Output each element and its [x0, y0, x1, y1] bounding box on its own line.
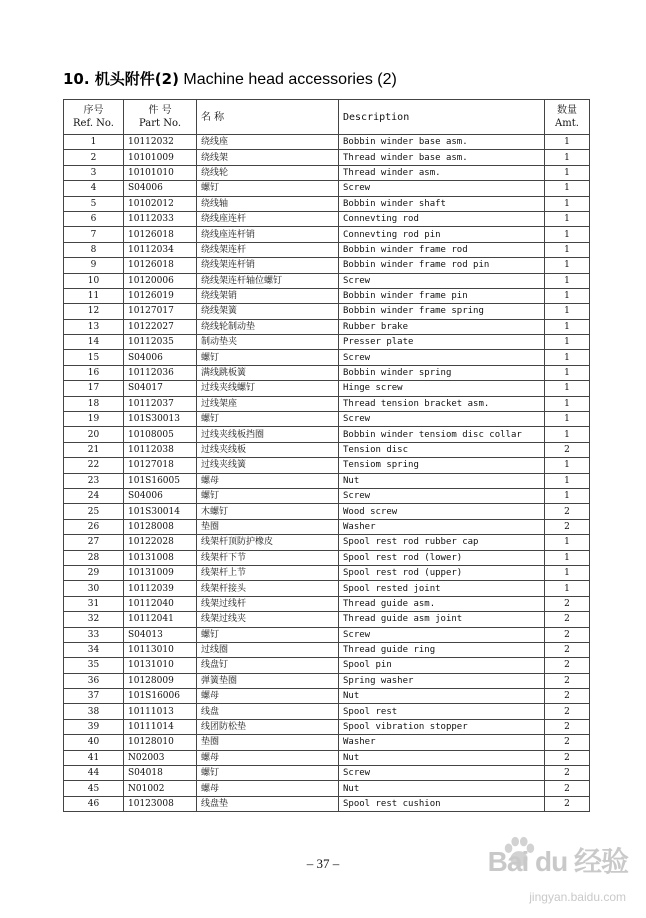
cell-part-no: 10120006 [124, 273, 197, 288]
cell-amount: 1 [545, 319, 590, 334]
cell-description: Bobbin winder base asm. [339, 135, 545, 150]
cell-ref-no: 22 [64, 458, 124, 473]
cell-name: 满线跳板簧 [197, 365, 339, 380]
cell-part-no: 10112036 [124, 365, 197, 380]
cell-amount: 2 [545, 642, 590, 657]
title-chinese: 10. 机头附件(2) [63, 70, 179, 88]
cell-ref-no: 17 [64, 381, 124, 396]
table-row [64, 766, 590, 781]
cell-part-no: 10108005 [124, 427, 197, 442]
cell-name: 绕线架销 [197, 288, 339, 303]
watermark-url: jingyan.baidu.com [529, 890, 626, 904]
cell-part-no: 10111013 [124, 704, 197, 719]
cell-name: 绕线架连杆销 [197, 258, 339, 273]
cell-ref-no: 1 [64, 135, 124, 150]
cell-name: 过线圈 [197, 642, 339, 657]
cell-ref-no: 35 [64, 658, 124, 673]
cell-ref-no: 12 [64, 304, 124, 319]
cell-amount: 1 [545, 350, 590, 365]
cell-name: 线团防松垫 [197, 719, 339, 734]
cell-ref-no: 6 [64, 211, 124, 226]
cell-ref-no: 34 [64, 642, 124, 657]
cell-ref-no: 11 [64, 288, 124, 303]
table-row [64, 196, 590, 211]
cell-amount: 1 [545, 242, 590, 257]
table-row [64, 673, 590, 688]
table-row [64, 704, 590, 719]
cell-description: Screw [339, 627, 545, 642]
cell-part-no: 10131009 [124, 565, 197, 580]
cell-description: Screw [339, 181, 545, 196]
cell-part-no: 10128010 [124, 735, 197, 750]
cell-name: 绕线座连杆销 [197, 227, 339, 242]
cell-part-no: 10128008 [124, 519, 197, 534]
cell-ref-no: 7 [64, 227, 124, 242]
cell-name: 线盘钉 [197, 658, 339, 673]
cell-description: Thread guide ring [339, 642, 545, 657]
cell-description: Spool rested joint [339, 581, 545, 596]
cell-ref-no: 38 [64, 704, 124, 719]
cell-part-no: 10112037 [124, 396, 197, 411]
cell-part-no: 10123008 [124, 796, 197, 811]
cell-amount: 1 [545, 381, 590, 396]
table-row [64, 427, 590, 442]
cell-description: Wood screw [339, 504, 545, 519]
table-row [64, 581, 590, 596]
cell-amount: 1 [545, 304, 590, 319]
cell-amount: 2 [545, 689, 590, 704]
cell-amount: 2 [545, 796, 590, 811]
cell-part-no: 10126018 [124, 258, 197, 273]
cell-ref-no: 45 [64, 781, 124, 796]
cell-description: Bobbin winder frame rod [339, 242, 545, 257]
cell-amount: 1 [545, 581, 590, 596]
table-row [64, 442, 590, 457]
table-row [64, 227, 590, 242]
cell-name: 绕线轴 [197, 196, 339, 211]
cell-description: Spool rest rod (upper) [339, 565, 545, 580]
cell-part-no: 10122027 [124, 319, 197, 334]
cell-ref-no: 28 [64, 550, 124, 565]
cell-description: Bobbin winder frame pin [339, 288, 545, 303]
cell-name: 绕线座连杆 [197, 211, 339, 226]
cell-description: Screw [339, 766, 545, 781]
cell-part-no: 10102012 [124, 196, 197, 211]
table-row [64, 412, 590, 427]
cell-ref-no: 19 [64, 412, 124, 427]
cell-part-no: 10126019 [124, 288, 197, 303]
cell-description: Washer [339, 519, 545, 534]
cell-part-no: 10112034 [124, 242, 197, 257]
page-title [63, 68, 397, 89]
table-row [64, 473, 590, 488]
cell-part-no: 101S16006 [124, 689, 197, 704]
cell-ref-no: 4 [64, 181, 124, 196]
cell-part-no: 10112033 [124, 211, 197, 226]
cell-amount: 1 [545, 365, 590, 380]
cell-name: 过线夹线螺钉 [197, 381, 339, 396]
cell-ref-no: 40 [64, 735, 124, 750]
cell-ref-no: 25 [64, 504, 124, 519]
cell-part-no: 101S30014 [124, 504, 197, 519]
cell-amount: 1 [545, 550, 590, 565]
cell-description: Screw [339, 412, 545, 427]
cell-description: Tension disc [339, 442, 545, 457]
cell-part-no: 10128009 [124, 673, 197, 688]
cell-part-no: S04013 [124, 627, 197, 642]
cell-amount: 1 [545, 288, 590, 303]
table-row [64, 596, 590, 611]
cell-amount: 1 [545, 165, 590, 180]
cell-ref-no: 16 [64, 365, 124, 380]
cell-ref-no: 33 [64, 627, 124, 642]
cell-name: 垫圈 [197, 735, 339, 750]
cell-description: Connevting rod [339, 211, 545, 226]
table-row [64, 304, 590, 319]
cell-ref-no: 2 [64, 150, 124, 165]
cell-amount: 1 [545, 211, 590, 226]
cell-description: Thread tension bracket asm. [339, 396, 545, 411]
cell-name: 过线架座 [197, 396, 339, 411]
cell-ref-no: 20 [64, 427, 124, 442]
cell-name: 螺钉 [197, 181, 339, 196]
cell-amount: 2 [545, 766, 590, 781]
cell-name: 制动垫夹 [197, 335, 339, 350]
table-row [64, 535, 590, 550]
table-row [64, 165, 590, 180]
cell-ref-no: 24 [64, 488, 124, 503]
cell-name: 螺钉 [197, 766, 339, 781]
table-row [64, 627, 590, 642]
cell-amount: 2 [545, 750, 590, 765]
cell-ref-no: 5 [64, 196, 124, 211]
cell-name: 绕线架连杆 [197, 242, 339, 257]
cell-part-no: S04006 [124, 488, 197, 503]
header-name: 名 称 [197, 100, 339, 135]
table-row [64, 658, 590, 673]
table-row [64, 335, 590, 350]
cell-name: 过线夹线板挡圈 [197, 427, 339, 442]
parts-table [63, 99, 590, 812]
cell-description: Thread guide asm. [339, 596, 545, 611]
cell-part-no: 10122028 [124, 535, 197, 550]
cell-description: Nut [339, 781, 545, 796]
cell-ref-no: 41 [64, 750, 124, 765]
cell-amount: 1 [545, 427, 590, 442]
cell-ref-no: 26 [64, 519, 124, 534]
cell-amount: 2 [545, 612, 590, 627]
cell-part-no: 10127017 [124, 304, 197, 319]
cell-amount: 1 [545, 135, 590, 150]
cell-ref-no: 14 [64, 335, 124, 350]
cell-name: 线架过线杆 [197, 596, 339, 611]
cell-ref-no: 23 [64, 473, 124, 488]
cell-part-no: 10101010 [124, 165, 197, 180]
cell-part-no: 10127018 [124, 458, 197, 473]
cell-amount: 1 [545, 565, 590, 580]
cell-description: Bobbin winder frame spring [339, 304, 545, 319]
cell-part-no: 10131010 [124, 658, 197, 673]
table-row [64, 381, 590, 396]
cell-amount: 2 [545, 673, 590, 688]
cell-amount: 2 [545, 504, 590, 519]
table-row [64, 258, 590, 273]
table-row [64, 612, 590, 627]
cell-name: 螺母 [197, 473, 339, 488]
table-body [64, 135, 590, 812]
cell-ref-no: 18 [64, 396, 124, 411]
cell-ref-no: 15 [64, 350, 124, 365]
cell-amount: 1 [545, 196, 590, 211]
cell-part-no: S04017 [124, 381, 197, 396]
cell-amount: 1 [545, 227, 590, 242]
cell-part-no: 10112039 [124, 581, 197, 596]
cell-amount: 2 [545, 658, 590, 673]
cell-name: 线盘 [197, 704, 339, 719]
cell-name: 线架杆顶防护橡皮 [197, 535, 339, 550]
watermark-logo: Bai du 经验 [487, 846, 628, 877]
cell-description: Spool pin [339, 658, 545, 673]
cell-ref-no: 3 [64, 165, 124, 180]
table-row [64, 242, 590, 257]
cell-description: Hinge screw [339, 381, 545, 396]
cell-amount: 1 [545, 181, 590, 196]
cell-amount: 1 [545, 258, 590, 273]
table-row [64, 642, 590, 657]
table-row [64, 519, 590, 534]
table-row [64, 150, 590, 165]
table-row [64, 135, 590, 150]
header-part-no: 件 号 Part No. [124, 100, 197, 135]
cell-name: 线架杆接头 [197, 581, 339, 596]
cell-ref-no: 46 [64, 796, 124, 811]
title-english: Machine head accessories (2) [183, 71, 397, 88]
cell-name: 绕线架连杆轴位螺钉 [197, 273, 339, 288]
cell-amount: 1 [545, 488, 590, 503]
cell-name: 螺母 [197, 689, 339, 704]
cell-amount: 2 [545, 781, 590, 796]
cell-description: Tensiom spring [339, 458, 545, 473]
cell-ref-no: 32 [64, 612, 124, 627]
cell-amount: 1 [545, 458, 590, 473]
cell-name: 绕线架 [197, 150, 339, 165]
cell-ref-no: 27 [64, 535, 124, 550]
cell-part-no: N02003 [124, 750, 197, 765]
table-header-row [64, 100, 590, 135]
cell-description: Bobbin winder frame rod pin [339, 258, 545, 273]
cell-name: 绕线轮制动垫 [197, 319, 339, 334]
cell-part-no: N01002 [124, 781, 197, 796]
table-row [64, 273, 590, 288]
cell-name: 螺钉 [197, 488, 339, 503]
cell-name: 线架过线夹 [197, 612, 339, 627]
cell-ref-no: 31 [64, 596, 124, 611]
cell-amount: 2 [545, 627, 590, 642]
table-row [64, 781, 590, 796]
cell-name: 螺母 [197, 750, 339, 765]
cell-name: 螺母 [197, 781, 339, 796]
cell-name: 垫圈 [197, 519, 339, 534]
cell-name: 绕线轮 [197, 165, 339, 180]
cell-part-no: 10112035 [124, 335, 197, 350]
cell-description: Nut [339, 473, 545, 488]
cell-description: Spool rest [339, 704, 545, 719]
cell-part-no: 10112041 [124, 612, 197, 627]
cell-amount: 1 [545, 335, 590, 350]
cell-amount: 1 [545, 396, 590, 411]
cell-description: Rubber brake [339, 319, 545, 334]
cell-name: 木螺钉 [197, 504, 339, 519]
table-row [64, 689, 590, 704]
table-row [64, 565, 590, 580]
table-row [64, 750, 590, 765]
cell-ref-no: 13 [64, 319, 124, 334]
cell-part-no: 10126018 [124, 227, 197, 242]
cell-description: Presser plate [339, 335, 545, 350]
cell-part-no: S04006 [124, 350, 197, 365]
cell-description: Thread guide asm joint [339, 612, 545, 627]
cell-amount: 2 [545, 442, 590, 457]
cell-amount: 2 [545, 519, 590, 534]
cell-amount: 1 [545, 473, 590, 488]
cell-name: 螺钉 [197, 350, 339, 365]
cell-part-no: S04018 [124, 766, 197, 781]
cell-ref-no: 39 [64, 719, 124, 734]
cell-amount: 2 [545, 704, 590, 719]
cell-name: 绕线座 [197, 135, 339, 150]
cell-ref-no: 10 [64, 273, 124, 288]
cell-name: 过线夹线板 [197, 442, 339, 457]
cell-name: 弹簧垫圈 [197, 673, 339, 688]
cell-ref-no: 30 [64, 581, 124, 596]
cell-description: Spool rest rod (lower) [339, 550, 545, 565]
cell-part-no: 101S16005 [124, 473, 197, 488]
cell-ref-no: 8 [64, 242, 124, 257]
table-row [64, 796, 590, 811]
cell-description: Nut [339, 689, 545, 704]
watermark [464, 840, 634, 910]
cell-amount: 2 [545, 719, 590, 734]
table-row [64, 396, 590, 411]
cell-ref-no: 29 [64, 565, 124, 580]
cell-part-no: 10112038 [124, 442, 197, 457]
header-description: Description [339, 100, 545, 135]
cell-part-no: 10113010 [124, 642, 197, 657]
cell-name: 螺钉 [197, 627, 339, 642]
cell-description: Bobbin winder spring [339, 365, 545, 380]
cell-amount: 1 [545, 535, 590, 550]
table-row [64, 288, 590, 303]
cell-description: Screw [339, 273, 545, 288]
table-row [64, 319, 590, 334]
cell-description: Bobbin winder shaft [339, 196, 545, 211]
cell-description: Thread winder base asm. [339, 150, 545, 165]
cell-description: Thread winder asm. [339, 165, 545, 180]
table-row [64, 350, 590, 365]
table-row [64, 504, 590, 519]
table-row [64, 550, 590, 565]
cell-name: 线盘垫 [197, 796, 339, 811]
cell-amount: 2 [545, 735, 590, 750]
cell-part-no: 10112032 [124, 135, 197, 150]
table-row [64, 719, 590, 734]
table-row [64, 735, 590, 750]
cell-name: 绕线架簧 [197, 304, 339, 319]
table-row [64, 211, 590, 226]
cell-amount: 2 [545, 596, 590, 611]
cell-name: 螺钉 [197, 412, 339, 427]
cell-description: Screw [339, 350, 545, 365]
cell-name: 过线夹线簧 [197, 458, 339, 473]
cell-amount: 1 [545, 412, 590, 427]
cell-part-no: 101S30013 [124, 412, 197, 427]
cell-ref-no: 36 [64, 673, 124, 688]
cell-part-no: S04006 [124, 181, 197, 196]
table-row [64, 458, 590, 473]
cell-description: Screw [339, 488, 545, 503]
cell-description: Spool vibration stopper [339, 719, 545, 734]
cell-name: 线架杆上节 [197, 565, 339, 580]
cell-ref-no: 9 [64, 258, 124, 273]
table-row [64, 365, 590, 380]
cell-part-no: 10101009 [124, 150, 197, 165]
cell-amount: 1 [545, 273, 590, 288]
cell-description: Spool rest rod rubber cap [339, 535, 545, 550]
table-row [64, 181, 590, 196]
cell-description: Bobbin winder tensiom disc collar [339, 427, 545, 442]
header-ref-no: 序号 Ref. No. [64, 100, 124, 135]
cell-description: Connevting rod pin [339, 227, 545, 242]
cell-name: 线架杆下节 [197, 550, 339, 565]
cell-ref-no: 44 [64, 766, 124, 781]
cell-part-no: 10112040 [124, 596, 197, 611]
page-number: – 37 – [306, 856, 340, 871]
cell-ref-no: 37 [64, 689, 124, 704]
cell-amount: 1 [545, 150, 590, 165]
cell-part-no: 10111014 [124, 719, 197, 734]
cell-description: Nut [339, 750, 545, 765]
table-row [64, 488, 590, 503]
cell-ref-no: 21 [64, 442, 124, 457]
cell-part-no: 10131008 [124, 550, 197, 565]
cell-description: Washer [339, 735, 545, 750]
cell-description: Spool rest cushion [339, 796, 545, 811]
cell-description: Spring washer [339, 673, 545, 688]
header-amount: 数量 Amt. [545, 100, 590, 135]
